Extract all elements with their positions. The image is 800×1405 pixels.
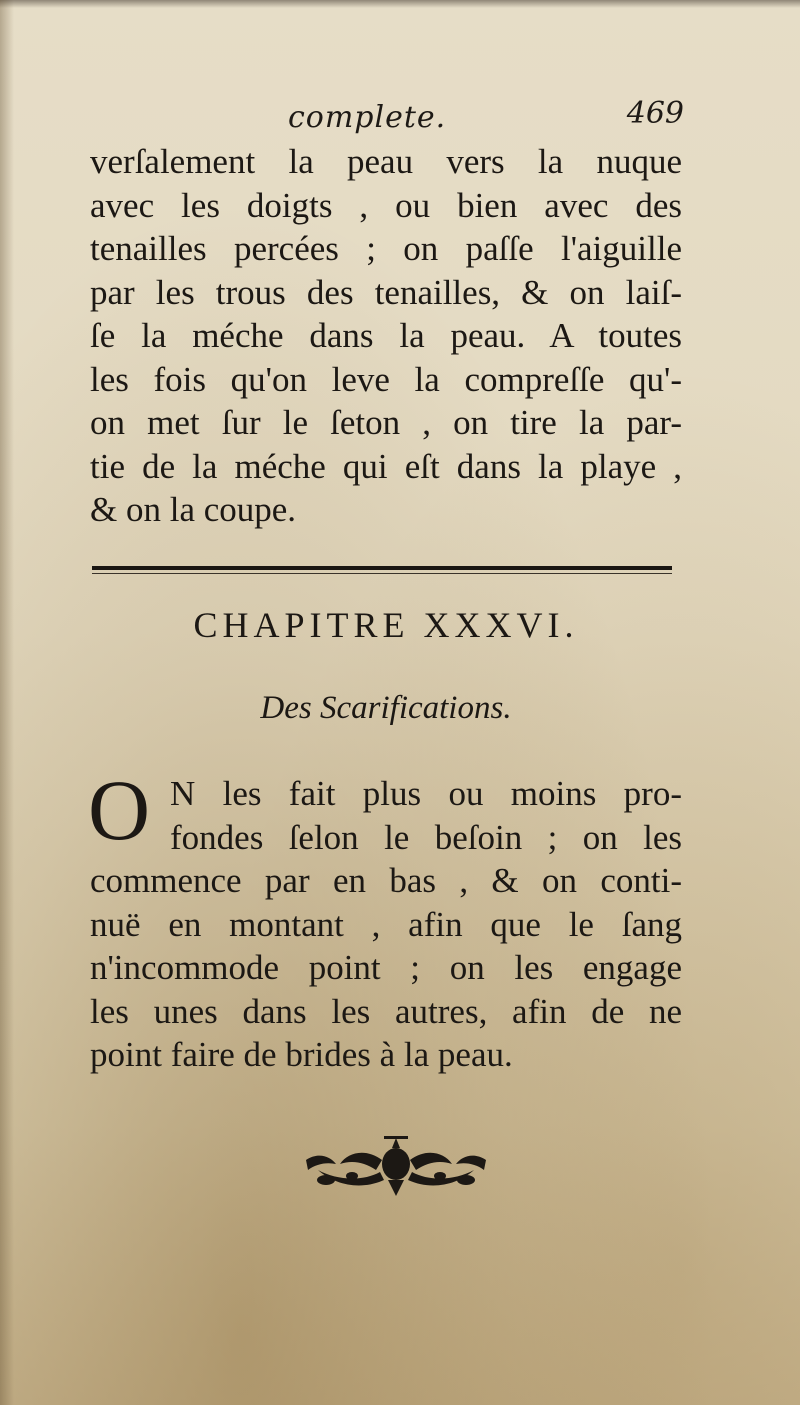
floral-ornament-icon xyxy=(296,1130,496,1200)
paragraph-2 xyxy=(88,762,682,1077)
text-line: les fois qu'on leve la compreſſe qu'- xyxy=(90,359,682,399)
chapter-subtitle: Des Scarifications. xyxy=(260,690,512,726)
page-top-edge xyxy=(0,0,800,8)
text-line: on met ſur le ſeton , on tire la par- xyxy=(90,403,682,442)
section-rule-thin xyxy=(92,573,672,574)
text-line: nuë en montant , afin que le ſang xyxy=(90,904,682,944)
drop-cap: O xyxy=(88,762,151,858)
paragraph-1 xyxy=(90,140,682,532)
chapter-heading: CHAPITRE XXXVI. xyxy=(193,605,579,645)
text-line: ſe la méche dans la peau. A toutes xyxy=(90,316,682,355)
text-line: n'incommode point ; on les engage xyxy=(90,948,682,987)
text-line: tenailles percées ; on paſſe l'aiguille xyxy=(90,229,682,268)
text-line: par les trous des tenailles, & on laiſ- xyxy=(90,272,682,312)
text-line: & on la coupe. xyxy=(90,490,297,529)
text-line: commence par en bas , & on conti- xyxy=(90,861,682,900)
text-line: point faire de brides à la peau. xyxy=(90,1035,513,1074)
running-title: complete. xyxy=(288,100,447,135)
text-line: tie de la méche qui eſt dans la playe , xyxy=(90,446,682,486)
text-line: avec les doigts , ou bien avec des xyxy=(90,185,682,225)
text-line: les unes dans les autres, afin de ne xyxy=(90,991,682,1031)
text-line: N les fait plus ou moins pro- xyxy=(170,774,682,813)
page-number: 469 xyxy=(626,96,684,131)
text-line: verſalement la peau vers la nuque xyxy=(90,142,682,181)
text-line: fondes ſelon le beſoin ; on les xyxy=(170,817,682,857)
running-head xyxy=(90,96,690,146)
page-left-edge xyxy=(0,0,14,1405)
section-rule-thick xyxy=(92,566,672,570)
